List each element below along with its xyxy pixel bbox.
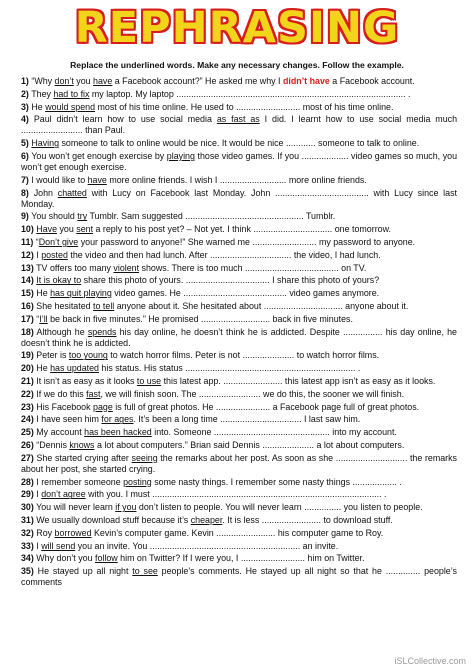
underlined-phrase: posting	[123, 476, 152, 487]
underlined-phrase: follow	[95, 553, 118, 564]
exercise-item	[21, 188, 457, 210]
sentence-text: . It is less ........................ to download stuff.	[222, 514, 393, 525]
exercise-item	[21, 566, 457, 588]
underlined-phrase: have	[93, 76, 113, 86]
exercise-item	[21, 175, 457, 186]
sentence-text: to watch horror films. Peter is not ..................... to watch horror films.	[107, 350, 380, 361]
underlined-phrase: for ages	[101, 414, 134, 425]
sentence-text: with you. I must ............................................................................................. .	[85, 489, 387, 500]
sentence-text: be back in five minutes.” He promised ............................ back in five minutes.	[47, 313, 353, 324]
sentence-text: a Facebook account.	[329, 76, 415, 86]
exercise-number: 35)	[21, 566, 34, 577]
exercise-number: 8)	[21, 187, 29, 198]
underlined-phrase: have	[87, 174, 107, 185]
underlined-phrase: seeing	[131, 452, 158, 463]
exercise-number: 27)	[21, 452, 34, 463]
sentence-text: him on Twitter? If I were you, I .......................... him on Twitter.	[117, 553, 365, 564]
sentence-text: with Lucy on Facebook last Monday. John ...................................... with Lucy since last Monday.	[21, 187, 457, 209]
sentence-text: “Dennis	[33, 439, 70, 450]
exercise-item	[21, 301, 457, 312]
exercise-number: 24)	[21, 414, 34, 425]
exercise-item	[21, 237, 457, 248]
sentence-text: You should	[28, 211, 78, 222]
sentence-text: Roy	[33, 527, 55, 538]
exercise-item	[21, 263, 457, 274]
sentence-text: I would like to	[28, 174, 88, 185]
sentence-text: more online friends. I wish I ........................... more online friends.	[106, 174, 367, 185]
sentence-text: “	[33, 236, 39, 247]
exercise-item	[21, 515, 457, 526]
sentence-text: You will never learn	[33, 502, 116, 513]
sentence-text: video games. He .......................................... video games anymore.	[111, 288, 380, 299]
underlined-phrase: if you	[115, 502, 137, 513]
sentence-text: you	[73, 76, 94, 86]
exercise-number: 6)	[21, 150, 29, 161]
sentence-text: this latest app. ........................ this latest app isn’t as easy as it looks.	[161, 375, 436, 386]
exercise-number: 21)	[21, 375, 34, 386]
sentence-text: most of his time online. He used to .......................... most of his time online.	[95, 101, 394, 112]
exercise-number: 18)	[21, 326, 34, 337]
sentence-text: He	[28, 101, 46, 112]
exercise-number: 9)	[21, 211, 29, 222]
exercise-item	[21, 427, 457, 438]
exercise-number: 3)	[21, 101, 29, 112]
underlined-phrase: knows	[69, 439, 95, 450]
exercise-number: 26)	[21, 439, 34, 450]
underlined-phrase: Having	[31, 138, 60, 149]
sentence-text: a lot about computers.” Brian said Dennis ..................... a lot about computers.	[94, 439, 405, 450]
exercise-item	[21, 541, 457, 552]
exercise-item	[21, 350, 457, 361]
underlined-phrase: borrowed	[54, 527, 92, 538]
underlined-phrase: don’t agree	[41, 489, 86, 500]
exercise-item	[21, 89, 457, 100]
exercise-number: 5)	[21, 138, 29, 149]
exercise-number: 11)	[21, 236, 34, 247]
exercise-number: 12)	[21, 249, 34, 260]
exercise-number: 1)	[21, 76, 29, 86]
sentence-text: They	[28, 88, 54, 99]
sentence-text: some nasty things. I remember some nasty things .................. .	[151, 476, 402, 487]
sentence-text: I	[33, 540, 42, 551]
underlined-phrase: fast	[86, 388, 101, 399]
sentence-text: We usually download stuff because it’s	[33, 514, 191, 525]
exercise-number: 13)	[21, 262, 34, 273]
sentence-text: She started crying after	[33, 452, 132, 463]
sentence-text: Paul didn’t learn how to use social media	[28, 114, 217, 125]
exercise-item	[21, 528, 457, 539]
worksheet-instructions: Replace the underlined words. Make any necessary changes. Follow the example.	[70, 60, 404, 70]
exercise-item	[21, 414, 457, 425]
underlined-phrase: has been hacked	[84, 427, 152, 438]
example-answer: didn’t have	[282, 76, 330, 86]
sentence-text: the remarks about her post. As soon as she ............................. the remarks about her post, she started crying.	[21, 452, 457, 474]
exercise-number: 22)	[21, 388, 34, 399]
exercise-number: 25)	[21, 427, 34, 438]
sentence-text: you an invite. You ............................................................. an invite.	[75, 540, 339, 551]
exercise-number: 34)	[21, 553, 34, 564]
exercise-number: 15)	[21, 288, 34, 299]
exercise-item	[21, 224, 457, 235]
exercise-item	[21, 275, 457, 286]
underlined-phrase: has updated	[50, 363, 99, 374]
exercise-number: 4)	[21, 114, 29, 125]
sentence-text: Tumblr. Sam suggested ................................................ Tumblr.	[87, 211, 336, 222]
exercise-number: 20)	[21, 363, 34, 374]
exercise-item	[21, 151, 457, 173]
sentence-text: is full of great photos. He ...................... a Facebook page full of great photos.	[112, 401, 420, 412]
underlined-phrase: chatted	[57, 187, 87, 198]
underlined-phrase: try	[77, 211, 88, 222]
exercise-item	[21, 250, 457, 261]
exercise-number: 23)	[21, 401, 34, 412]
exercise-item	[21, 327, 457, 349]
sentence-text: someone to talk to online would be nice. It would be nice ............ someone to talk to online.	[59, 138, 420, 149]
sentence-text: anyone about it. She hesitated about ................................ anyone about it.	[114, 300, 409, 311]
exercise-list	[21, 76, 457, 590]
exercise-number: 33)	[21, 540, 34, 551]
exercise-number: 30)	[21, 502, 34, 513]
sentence-text: those video games. If you ................... video games so much, you won’t get enough exercise.	[21, 150, 457, 172]
sentence-text: a reply to his post yet? – Not yet. I think ................................ one tomorrow.	[93, 224, 391, 235]
exercise-item	[21, 389, 457, 400]
exercise-item	[21, 376, 457, 387]
exercise-item	[21, 102, 457, 113]
sentence-text: I remember someone	[33, 476, 124, 487]
sentence-text: don’t listen to people. You will never learn ............... you listen to people.	[136, 502, 423, 513]
exercise-number: 10)	[21, 224, 34, 235]
sentence-text: I	[33, 249, 42, 260]
underlined-phrase: spends	[87, 326, 117, 337]
sentence-text: Although he	[33, 326, 88, 337]
underlined-phrase: had to fix	[53, 88, 90, 99]
underlined-phrase: to tell	[93, 300, 115, 311]
sentence-text: I	[33, 489, 42, 500]
underlined-phrase: page	[93, 401, 113, 412]
sentence-text: “Why	[28, 76, 55, 86]
sentence-text: Kevin’s computer game. Kevin ........................ his computer game to Roy.	[91, 527, 384, 538]
underlined-phrase: I’ll	[39, 313, 48, 324]
sentence-text: John	[28, 187, 58, 198]
exercise-item	[21, 314, 457, 325]
exercise-item	[21, 502, 457, 513]
sentence-text: He	[33, 363, 51, 374]
exercise-number: 2)	[21, 88, 29, 99]
sentence-text: He stayed up all night	[33, 566, 133, 577]
sentence-text: . It’s been a long time ................................. I last saw him.	[133, 414, 361, 425]
sentence-text: My account	[33, 427, 85, 438]
sentence-text: his day online, he doesn’t think he is addicted. Despite ................ his day online, he doesn’t think he is addicted.	[21, 326, 457, 348]
sentence-text: his status. His status ..................................................................... .	[98, 363, 361, 374]
sentence-text: I did. I learnt how to use social media much ......................... than Paul.	[21, 114, 458, 136]
underlined-phrase: cheaper	[190, 514, 223, 525]
exercise-number: 31)	[21, 514, 34, 525]
sentence-text: Peter is	[33, 350, 69, 361]
sentence-text: shows. There is too much ...................................... on TV.	[139, 262, 367, 273]
sentence-text: a Facebook account?” He asked me why I	[112, 76, 283, 86]
worksheet-title: REPHRASING	[74, 3, 400, 53]
sentence-text: He	[33, 288, 51, 299]
site-watermark: iSLCollective.com	[394, 656, 466, 666]
exercise-number: 32)	[21, 527, 34, 538]
sentence-text: into. Someone ............................................... into my account.	[151, 427, 397, 438]
underlined-phrase: would spend	[45, 101, 96, 112]
underlined-phrase: don’t	[54, 76, 74, 86]
exercise-item	[21, 489, 457, 500]
sentence-text: “	[33, 313, 40, 324]
underlined-phrase: has quit playing	[50, 288, 112, 299]
exercise-item	[21, 138, 457, 149]
sentence-text: It isn’t as easy as it looks	[33, 375, 137, 386]
sentence-text: You won’t get enough exercise by	[28, 150, 167, 161]
underlined-phrase: posted	[41, 249, 68, 260]
sentence-text: She hesitated	[33, 300, 94, 311]
underlined-phrase: to use	[136, 375, 162, 386]
sentence-text: , we will finish soon. The ......................... we do this, the sooner we will finish.	[100, 388, 405, 399]
sentence-text: His Facebook	[33, 401, 94, 412]
underlined-phrase: will send	[41, 540, 76, 551]
underlined-phrase: Have	[36, 224, 58, 235]
exercise-item	[21, 76, 457, 87]
sentence-text: my laptop. My laptop ............................................................................................. .	[89, 88, 411, 99]
exercise-item	[21, 288, 457, 299]
exercise-item	[21, 553, 457, 564]
sentence-text: TV offers too many	[33, 262, 114, 273]
sentence-text: you	[57, 224, 77, 235]
exercise-number: 7)	[21, 174, 29, 185]
exercise-number: 29)	[21, 489, 34, 500]
exercise-item	[21, 211, 457, 222]
exercise-item	[21, 402, 457, 413]
underlined-phrase: as fast as	[216, 114, 260, 125]
exercise-item	[21, 440, 457, 451]
underlined-phrase: violent	[113, 262, 140, 273]
underlined-phrase: playing	[166, 150, 195, 161]
sentence-text: I have seen him	[33, 414, 102, 425]
exercise-number: 14)	[21, 275, 34, 286]
underlined-phrase: It is okay to	[36, 275, 82, 286]
sentence-text: share this photo of yours. .................................. I share this photo of yours?	[81, 275, 380, 286]
exercise-item	[21, 453, 457, 475]
exercise-number: 16)	[21, 300, 34, 311]
sentence-text: If we do this	[33, 388, 87, 399]
sentence-text: people’s comments. He stayed up all night so that he .............. people’s comments	[21, 566, 457, 588]
exercise-item	[21, 114, 457, 136]
underlined-phrase: sent	[76, 224, 94, 235]
underlined-phrase: too young	[68, 350, 108, 361]
exercise-number: 19)	[21, 350, 34, 361]
exercise-item	[21, 477, 457, 488]
exercise-number: 17)	[21, 313, 34, 324]
underlined-phrase: Don’t give	[38, 236, 79, 247]
sentence-text: Why don’t you	[33, 553, 95, 564]
underlined-phrase: to see	[132, 566, 158, 577]
exercise-number: 28)	[21, 476, 34, 487]
sentence-text: the video and then had lunch. After ................................. the video, I had lunch.	[67, 249, 381, 260]
sentence-text: your password to anyone!” She warned me .......................... my password to anyone.	[78, 236, 416, 247]
exercise-item	[21, 363, 457, 374]
